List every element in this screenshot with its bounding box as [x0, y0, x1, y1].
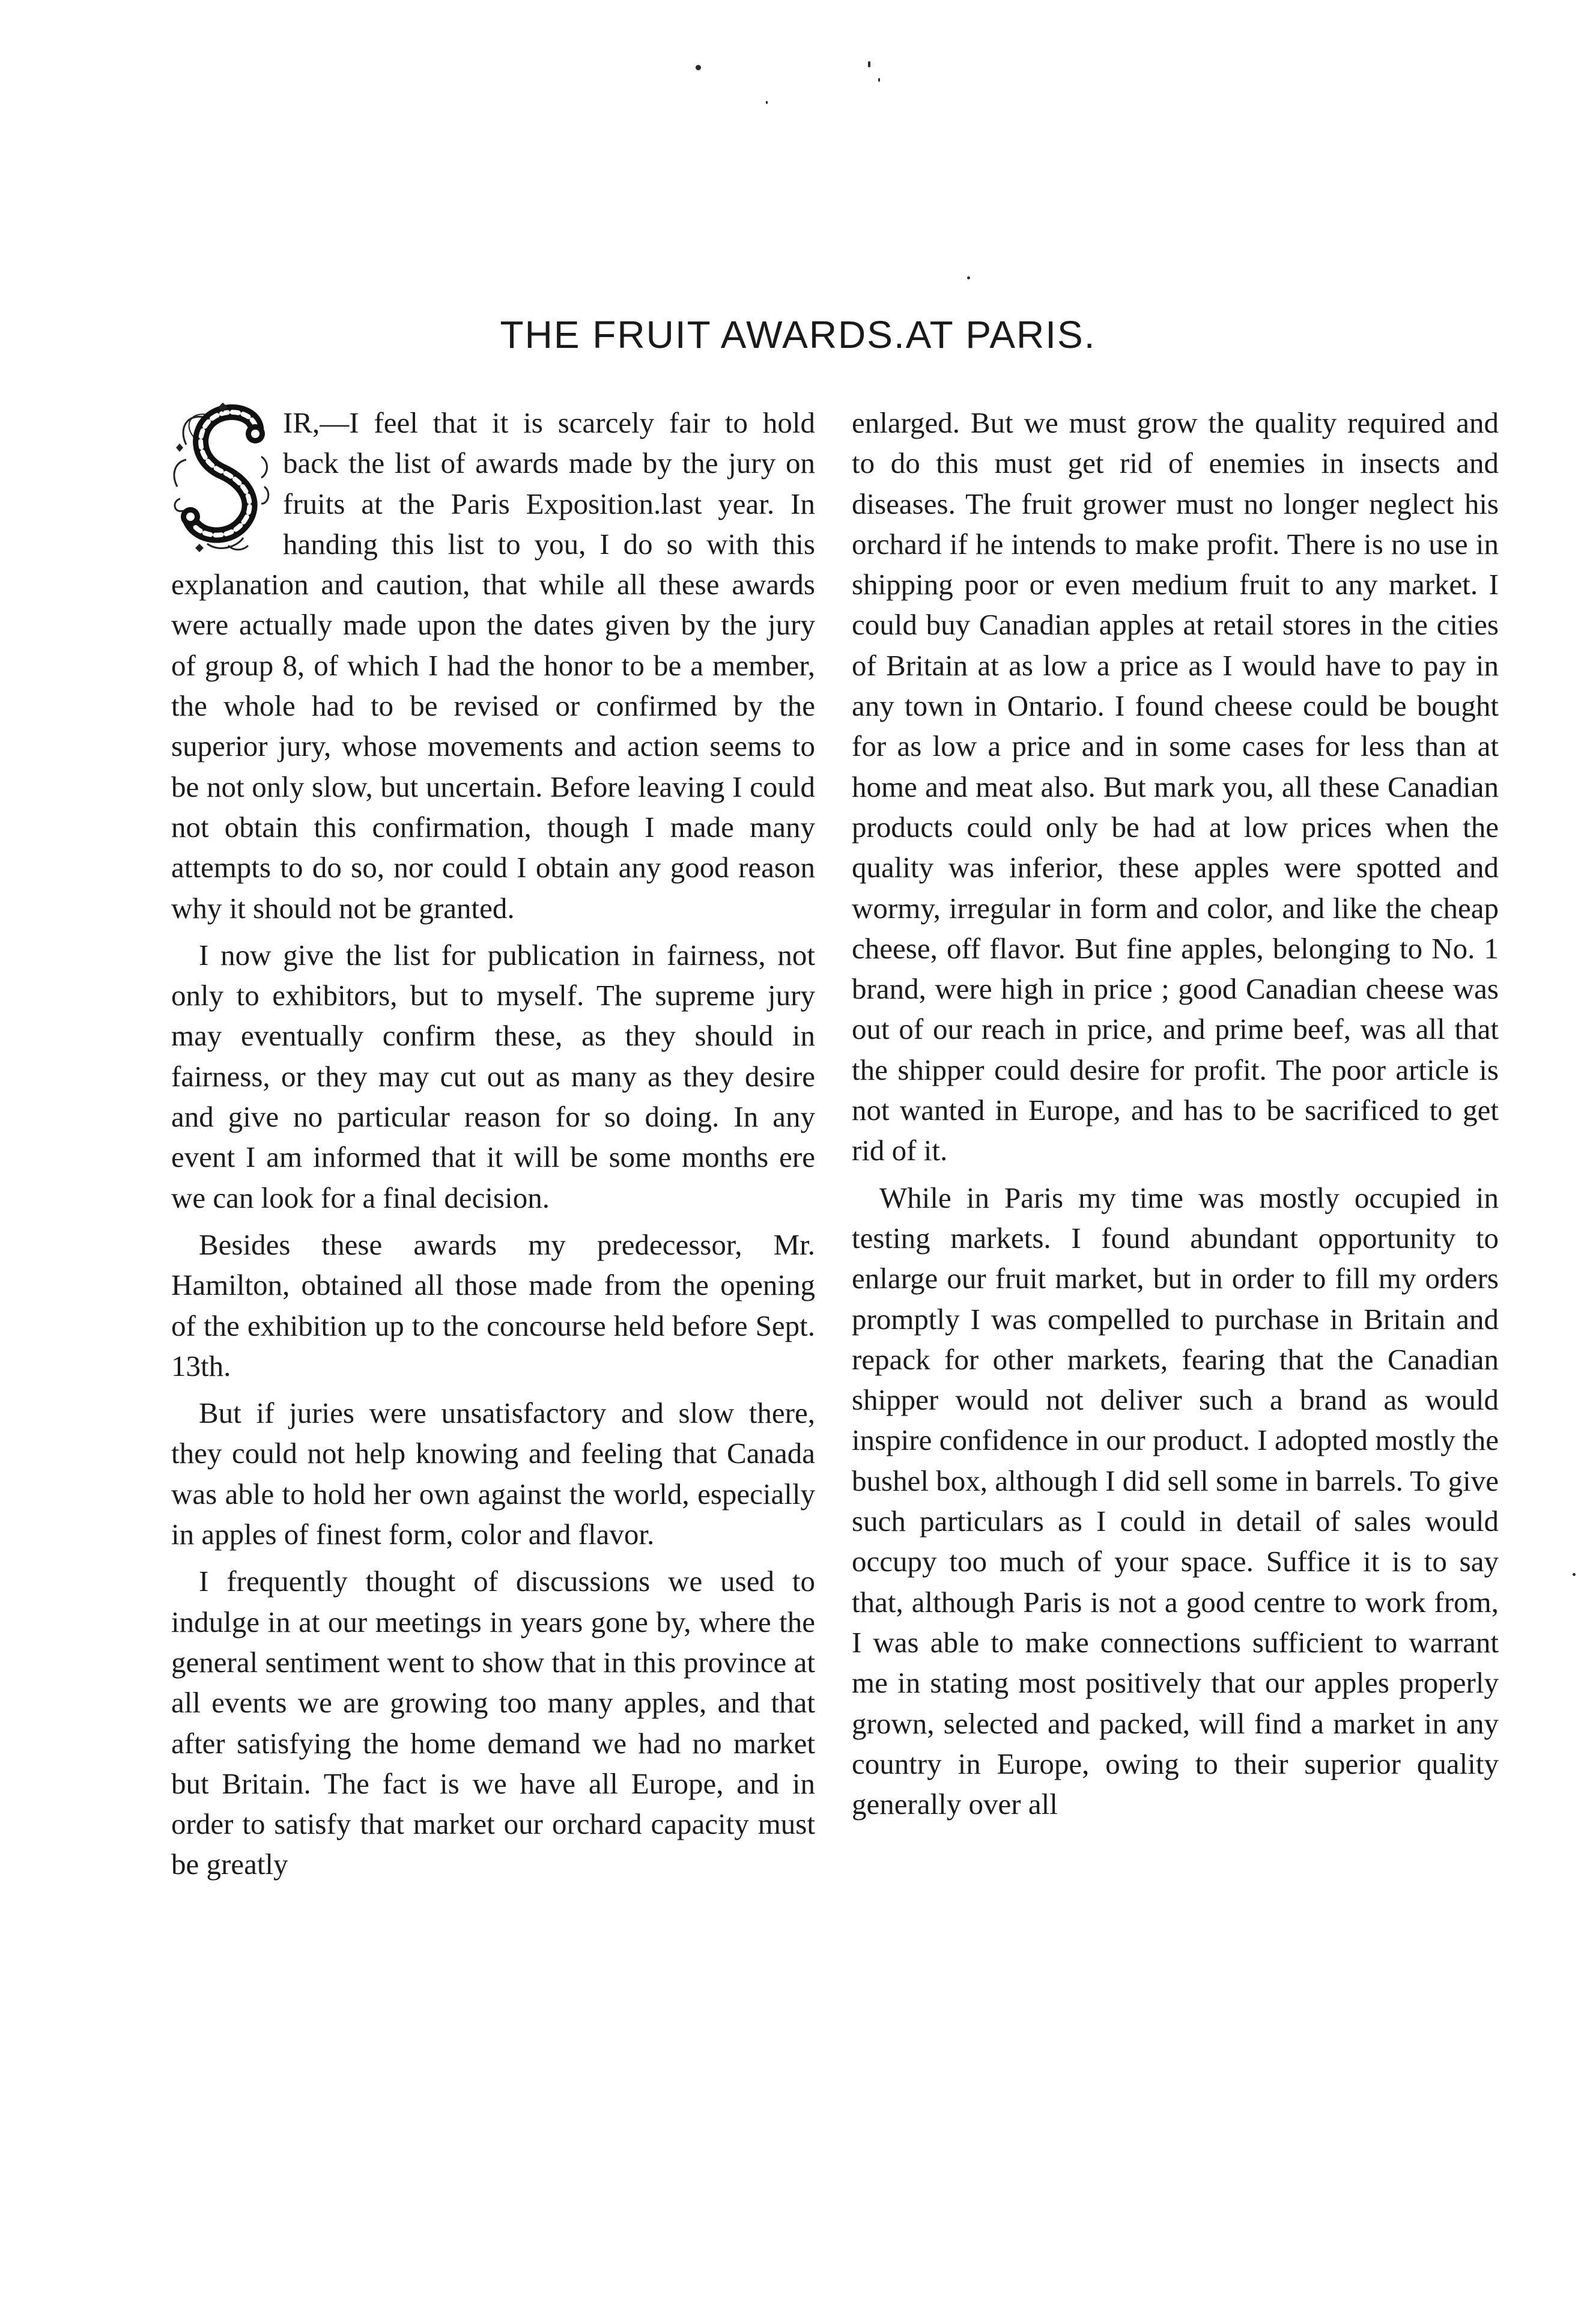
paragraph: I now give the list for publication in fairness, not only to exhibitors, but to myself. The supreme jury may eventually confirm these, as they should in fairness, or they may cut out as many as they desire and give no particular reason for so doing. In any event I am informed that it will be some months ere we can look for a final decision.: [171, 938, 815, 1214]
paragraph: enlarged. But we must grow the quality required and to do this must get rid of enemies in insects and diseases. The fruit grower must no longer neglect his orchard if he intends to make profit. There is no use in shipping poor or even medium fruit to any market. I could buy Canadian apples at retail stores in the cities of Britain at as low a price as I would have to pay in any town in Ontario. I found cheese could be bought for as low a price and in some cases for less than at home and meat also. But mark you, all these Canadian products could only be had at low prices when the quality was inferior, these apples were spotted and wormy, irregular in form and color, and like the cheap cheese, off flavor. But fine apples, belonging to No. 1 brand, were high in price ; good Canadian cheese was out of our reach in price, and prime beef, was all that the shipper could desire for profit. The poor article is not wanted in Europe, and has to be sacrificed to get rid of it.: [852, 406, 1499, 1167]
paragraph: While in Paris my time was mostly occupied in testing markets. I found abundant opportunity to enlarge our fruit market, but in order to fill my orders promptly I was compelled to purchase in Britain and repack for other markets, fearing that the Canadian shipper would not deliver such a brand as would inspire confidence in our product. I adopted mostly the bushel box, although I did sell some in barrels. To give such particulars as I could in detail of sales would occupy too much of your space. Suffice it is to say that, although Paris is not a good centre to work from, I was able to make connections sufficient to warrant me in stating most positively that our apples properly grown, selected and packed, will find a market in any country in Europe, owing to their superior quality generally over all: [852, 1181, 1499, 1821]
left-column: [171, 403, 815, 1885]
paragraph: Besides these awards my predecessor, Mr. Hamilton, obtained all those made from the opening of the exhibition up to the concourse held before Sept. 13th.: [171, 1228, 815, 1383]
ink-speck: [696, 65, 701, 70]
decorative-drop-cap: [171, 403, 273, 553]
ink-speck: [1573, 1573, 1576, 1576]
paragraph: But if juries were unsatisfactory and slow there, they could not help knowing and feeling that Canada was able to hold her own against the world, especially in apples of finest form, color and flavor.: [171, 1396, 815, 1551]
paragraph: IR,—I feel that it is scarcely fair to hold back the list of awards made by the jury on fruits at the Paris Exposition.last year. In handing this list to you, I do so with this explanation and caution, that while all these awards were actually made upon the dates given by the jury of group 8, of which I had the honor to be a member, the whole had to be revised or confirmed by the superior jury, whose movements and action seems to be not only slow, but uncertain. Before leaving I could not obtain this confirmation, though I made many attempts to do so, nor could I obtain any good reason why it should not be granted.: [171, 406, 815, 925]
right-column: [852, 403, 1499, 1824]
article-title: THE FRUIT AWARDS.AT PARIS.: [500, 313, 1096, 356]
ink-speck: [878, 78, 880, 82]
paragraph: I frequently thought of discussions we used to indulge in at our meetings in years gone by, where the general sentiment went to show that in this province at all events we are growing too many apples, and that after satisfying the home demand we had no market but Britain. The fact is we have all Europe, and in order to satisfy that market our orchard capacity must be greatly: [171, 1565, 815, 1881]
ink-speck: [868, 61, 870, 67]
ornate-letter-s-icon: [171, 403, 273, 553]
ink-speck: [766, 101, 768, 104]
ink-speck: [967, 276, 970, 279]
